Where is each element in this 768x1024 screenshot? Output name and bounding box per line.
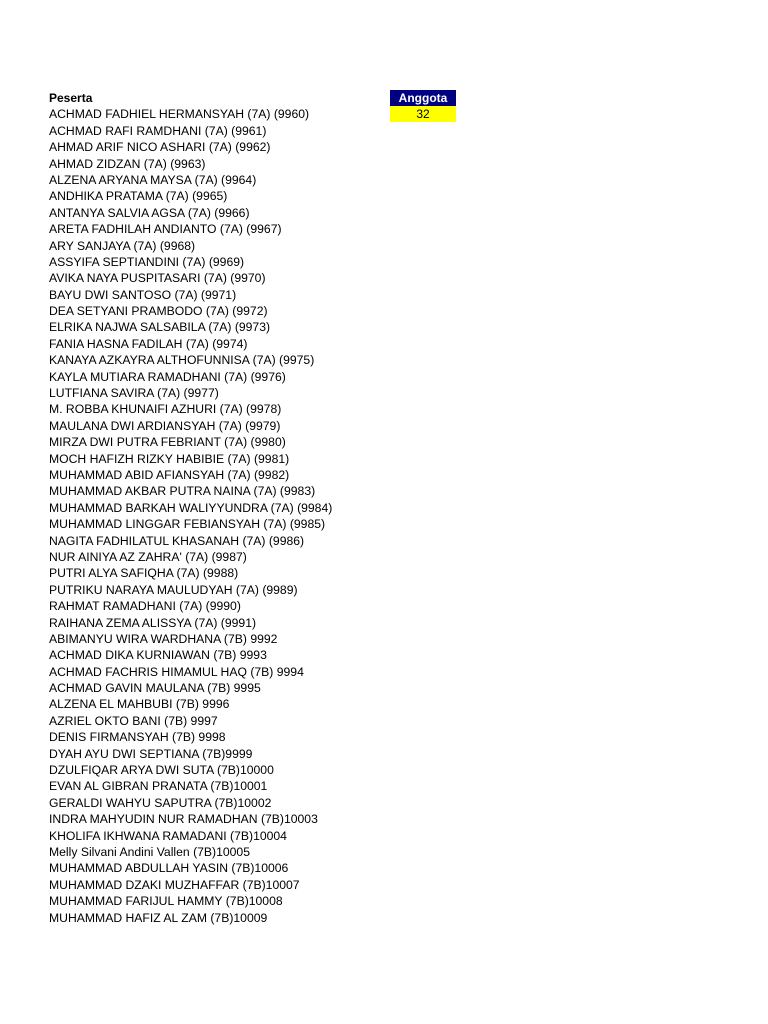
participant-row: ARY SANJAYA (7A) (9968)	[49, 238, 196, 253]
participant-row: KHOLIFA IKHWANA RAMADANI (7B)10004	[49, 828, 287, 843]
participant-row: PUTRI ALYA SAFIQHA (7A) (9988)	[49, 566, 239, 581]
member-summary	[390, 90, 456, 122]
participant-row: DENIS FIRMANSYAH (7B) 9998	[49, 730, 226, 745]
participant-row: ALZENA ARYANA MAYSA (7A) (9964)	[49, 172, 257, 187]
participant-row: MUHAMMAD HAFIZ AL ZAM (7B)10009	[49, 910, 268, 925]
participant-row: ALZENA EL MAHBUBI (7B) 9996	[49, 697, 230, 712]
participant-row: MIRZA DWI PUTRA FEBRIANT (7A) (9980)	[49, 435, 286, 450]
participant-row: GERALDI WAHYU SAPUTRA (7B)10002	[49, 795, 272, 810]
participant-row: INDRA MAHYUDIN NUR RAMADHAN (7B)10003	[49, 812, 318, 827]
participant-row: ASSYIFA SEPTIANDINI (7A) (9969)	[49, 254, 245, 269]
participant-row: ARETA FADHILAH ANDIANTO (7A) (9967)	[49, 222, 282, 237]
participant-row: M. ROBBA KHUNAIFI AZHURI (7A) (9978)	[49, 402, 282, 417]
participant-row: MAULANA DWI ARDIANSYAH (7A) (9979)	[49, 418, 281, 433]
participant-row: KAYLA MUTIARA RAMADHANI (7A) (9976)	[49, 369, 286, 384]
participant-row: NUR AINIYA AZ ZAHRA' (7A) (9987)	[49, 549, 247, 564]
participant-row: MUHAMMAD ABID AFIANSYAH (7A) (9982)	[49, 467, 290, 482]
participant-row: MOCH HAFIZH RIZKY HABIBIE (7A) (9981)	[49, 451, 290, 466]
participants-header: Peserta	[49, 91, 93, 105]
participant-row: MUHAMMAD FARIJUL HAMMY (7B)10008	[49, 894, 283, 909]
participant-row: EVAN AL GIBRAN PRANATA (7B)10001	[49, 779, 268, 794]
participants-column	[49, 90, 379, 926]
participant-row: ABIMANYU WIRA WARDHANA (7B) 9992	[49, 631, 278, 646]
participant-row: MUHAMMAD DZAKI MUZHAFFAR (7B)10007	[49, 877, 300, 892]
participant-row: ANDHIKA PRATAMA (7A) (9965)	[49, 189, 228, 204]
participant-row: AHMAD ARIF NICO ASHARI (7A) (9962)	[49, 140, 271, 155]
participant-row: ELRIKA NAJWA SALSABILA (7A) (9973)	[49, 320, 271, 335]
participant-row: DEA SETYANI PRAMBODO (7A) (9972)	[49, 304, 268, 319]
participant-row: DYAH AYU DWI SEPTIANA (7B)9999	[49, 746, 253, 761]
participant-row: ACHMAD RAFI RAMDHANI (7A) (9961)	[49, 123, 267, 138]
participant-row: BAYU DWI SANTOSO (7A) (9971)	[49, 287, 237, 302]
participant-row: RAIHANA ZEMA ALISSYA (7A) (9991)	[49, 615, 257, 630]
member-count: 32	[390, 106, 456, 122]
member-label: Anggota	[390, 90, 456, 106]
participant-row: ACHMAD FACHRIS HIMAMUL HAQ (7B) 9994	[49, 664, 304, 679]
participant-row: AHMAD ZIDZAN (7A) (9963)	[49, 156, 206, 171]
participant-row: NAGITA FADHILATUL KHASANAH (7A) (9986)	[49, 533, 305, 548]
participant-row: MUHAMMAD ABDULLAH YASIN (7B)10006	[49, 861, 289, 876]
participant-row: MUHAMMAD LINGGAR FEBIANSYAH (7A) (9985)	[49, 517, 326, 532]
participant-row: KANAYA AZKAYRA ALTHOFUNNISA (7A) (9975)	[49, 353, 315, 368]
participant-list	[49, 106, 379, 926]
participant-row: FANIA HASNA FADILAH (7A) (9974)	[49, 336, 248, 351]
participant-row: MUHAMMAD AKBAR PUTRA NAINA (7A) (9983)	[49, 484, 316, 499]
participant-row: PUTRIKU NARAYA MAULUDYAH (7A) (9989)	[49, 582, 298, 597]
participant-row: ACHMAD DIKA KURNIAWAN (7B) 9993	[49, 648, 267, 663]
participant-row: LUTFIANA SAVIRA (7A) (9977)	[49, 386, 219, 401]
participant-row: ANTANYA SALVIA AGSA (7A) (9966)	[49, 205, 250, 220]
participant-row: ACHMAD GAVIN MAULANA (7B) 9995	[49, 681, 261, 696]
participant-row: RAHMAT RAMADHANI (7A) (9990)	[49, 599, 241, 614]
participant-row: ACHMAD FADHIEL HERMANSYAH (7A) (9960)	[49, 107, 310, 122]
participant-row: AZRIEL OKTO BANI (7B) 9997	[49, 713, 218, 728]
participant-row: Melly Silvani Andini Vallen (7B)10005	[49, 844, 250, 859]
participant-row: MUHAMMAD BARKAH WALIYYUNDRA (7A) (9984)	[49, 500, 333, 515]
participant-row: DZULFIQAR ARYA DWI SUTA (7B)10000	[49, 763, 274, 778]
participant-row: AVIKA NAYA PUSPITASARI (7A) (9970)	[49, 271, 266, 286]
